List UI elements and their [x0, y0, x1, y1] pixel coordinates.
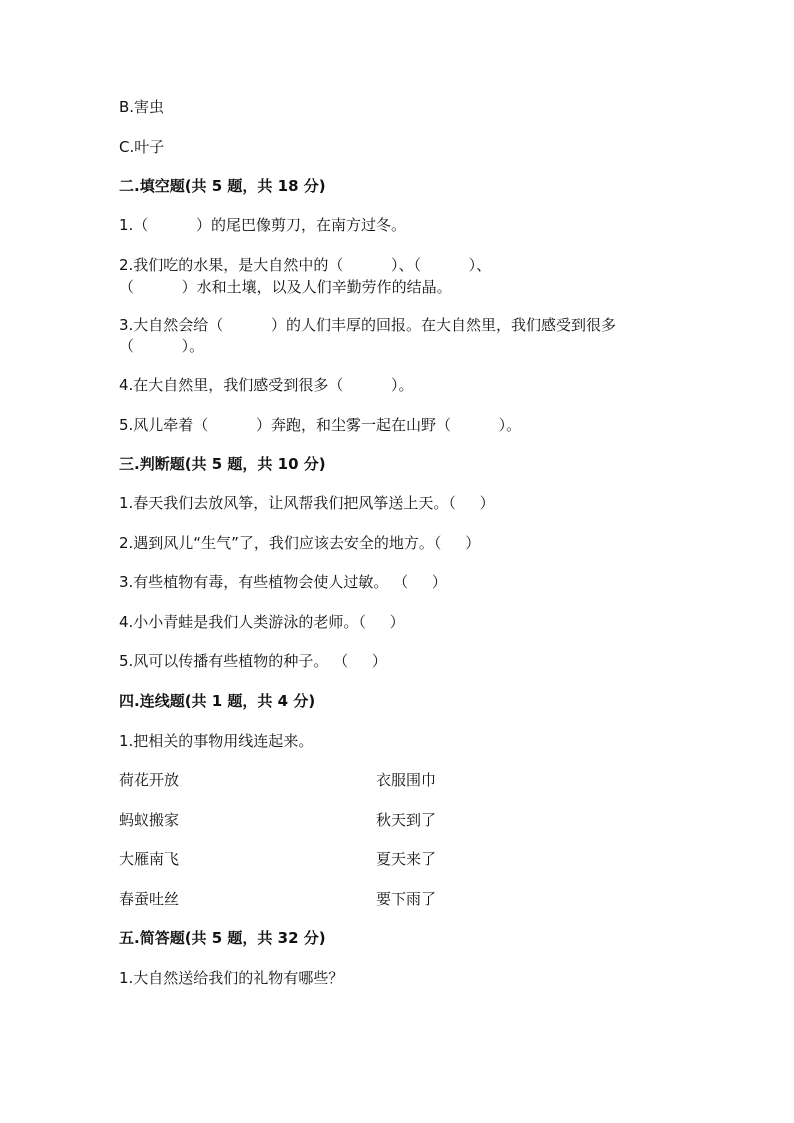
- fill-question-2-line-2: （ ）水和土壤，以及人们辛勤劳作的结晶。: [119, 278, 452, 296]
- judge-question-4: 4.小小青蛙是我们人类游泳的老师。（ ）: [119, 613, 405, 631]
- judge-question-1: 1.春天我们去放风筝，让风帮我们把风筝送上天。（ ）: [119, 494, 495, 512]
- matching-question-1: 1.把相关的事物用线连起来。: [119, 732, 314, 750]
- fill-question-5: 5.风儿牵着（ ）奔跑，和尘雾一起在山野（ ）。: [119, 416, 522, 434]
- judge-question-5: 5.风可以传播有些植物的种子。 （ ）: [119, 652, 387, 670]
- option-c: C.叶子: [119, 138, 165, 156]
- section-heading-short-answer: 五.简答题(共 5 题，共 32 分): [119, 929, 326, 947]
- section-heading-matching: 四.连线题(共 1 题，共 4 分): [119, 692, 316, 710]
- section-heading-fill-blank: 二.填空题(共 5 题，共 18 分): [119, 177, 326, 195]
- fill-question-1: 1.（ ）的尾巴像剪刀，在南方过冬。: [119, 216, 406, 234]
- judge-question-3: 3.有些植物有毒，有些植物会使人过敏。 （ ）: [119, 573, 447, 591]
- matching-right-item: 秋天到了: [376, 811, 437, 829]
- fill-question-2-line-1: 2.我们吃的水果，是大自然中的（ ）、（ ）、: [119, 256, 492, 274]
- fill-question-3-line-1: 3.大自然会给（ ）的人们丰厚的回报。在大自然里，我们感受到很多: [119, 316, 616, 334]
- matching-right-item: 夏天来了: [376, 850, 437, 868]
- fill-question-4: 4.在大自然里，我们感受到很多（ ）。: [119, 376, 414, 394]
- section-heading-true-false: 三.判断题(共 5 题，共 10 分): [119, 455, 326, 473]
- short-answer-question-1: 1.大自然送给我们的礼物有哪些？: [119, 969, 344, 987]
- judge-question-2: 2.遇到风儿“生气”了，我们应该去安全的地方。（ ）: [119, 534, 481, 552]
- matching-left-item: 大雁南飞: [119, 850, 180, 868]
- option-b: B.害虫: [119, 98, 165, 116]
- matching-left-item: 荷花开放: [119, 771, 180, 789]
- matching-left-item: 春蚕吐丝: [119, 890, 180, 908]
- matching-left-item: 蚂蚁搬家: [119, 811, 180, 829]
- matching-right-item: 衣服围巾: [376, 771, 437, 789]
- matching-right-item: 要下雨了: [376, 890, 437, 908]
- fill-question-3-line-2: （ ）。: [119, 337, 205, 355]
